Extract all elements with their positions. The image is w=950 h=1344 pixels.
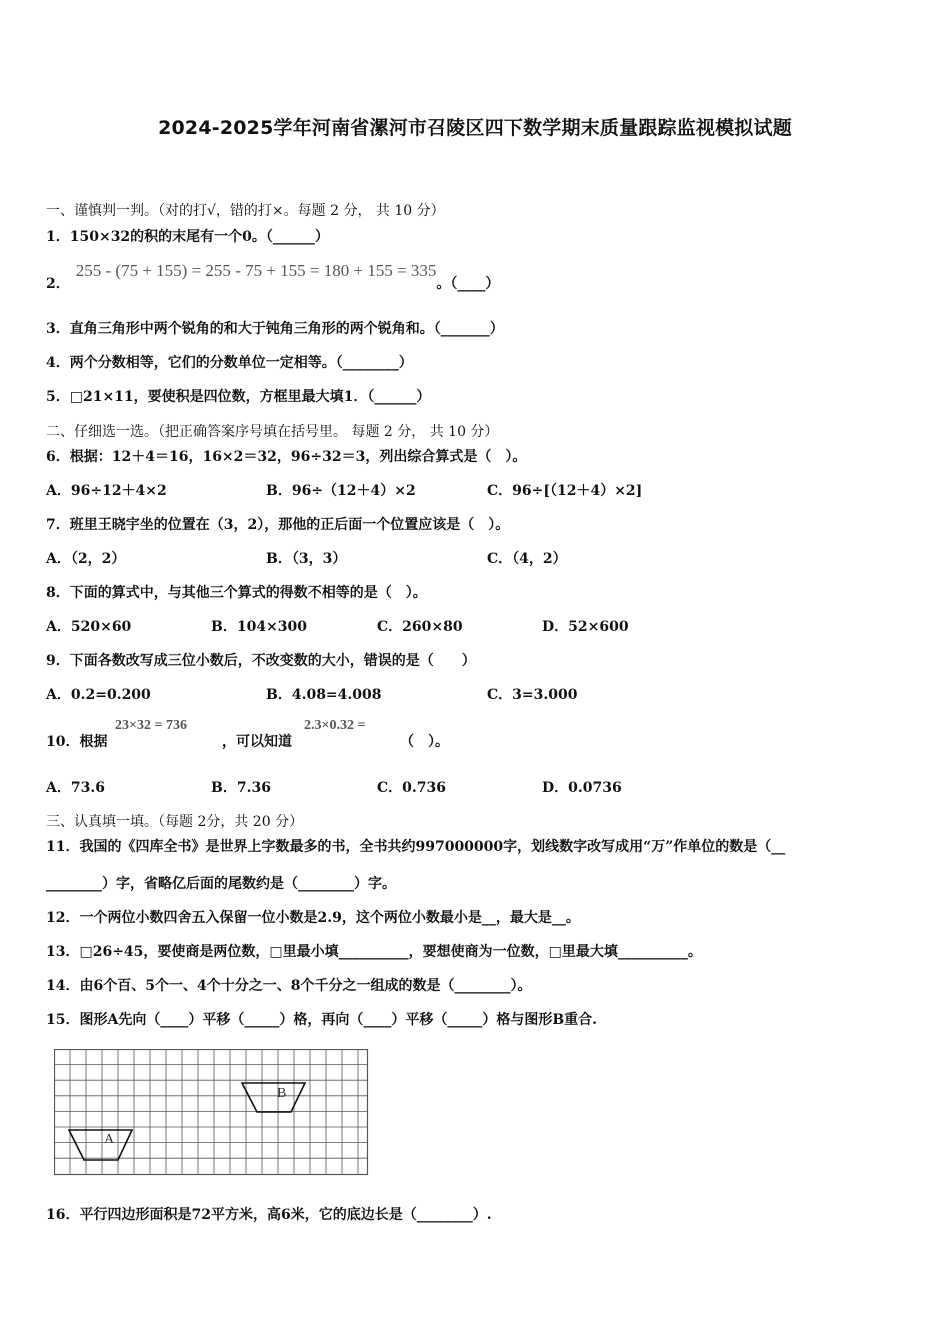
question-10-middle: ，可以知道 xyxy=(222,734,292,750)
question-9-option-c: C．3=3.000 xyxy=(487,687,578,703)
question-4: 4．两个分数相等，它们的分数单位一定相等。（________） xyxy=(46,355,413,371)
shape-b xyxy=(242,1083,305,1112)
question-3: 3．直角三角形中两个锐角的和大于钝角三角形的两个锐角和。（_______） xyxy=(46,321,504,337)
question-8-option-d: D．52×600 xyxy=(542,619,629,635)
shape-a xyxy=(69,1130,132,1160)
question-6: 6．根据：12＋4＝16，16×2＝32，96÷32＝3，列出综合算式是（ ）。 xyxy=(46,449,527,465)
question-8-option-a: A．520×60 xyxy=(46,619,132,635)
question-9: 9．下面各数改写成三位小数后，不改变数的大小，错误的是（ ） xyxy=(46,653,476,669)
translation-grid xyxy=(54,1049,370,1177)
question-10-formula-2: 2.3×0.32 = xyxy=(304,718,366,733)
question-8: 8．下面的算式中，与其他三个算式的得数不相等的是（ ）。 xyxy=(46,585,427,601)
question-10-suffix: （ ）。 xyxy=(400,734,449,750)
question-12: 12．一个两位小数四舍五入保留一位小数是2.9，这个两位小数最小是__，最大是__。 xyxy=(46,910,580,926)
question-7-option-a: A．（2，2） xyxy=(46,551,126,567)
question-6-option-c: C．96÷[（12＋4）×2] xyxy=(487,483,643,499)
section3-heading: 三、认真填一填。（每题 2分，共 20 分） xyxy=(46,814,304,830)
question-16: 16．平行四边形面积是72平方米，高6米，它的底边长是（________）. xyxy=(46,1207,492,1223)
question-5: 5．□21×11，要使积是四位数，方框里最大填1．（______） xyxy=(46,389,431,405)
question-10-prefix: 10．根据 xyxy=(46,734,108,750)
question-11-line-1: 11．我国的《四库全书》是世界上字数最多的书，全书共约997000000字，划线数字改写成用“万”作单位的数是（__ xyxy=(46,839,786,855)
question-8-option-c: C．260×80 xyxy=(377,619,463,635)
question-2-formula: 255 - (75 + 155) = 255 - 75 + 155 = 180 + 155 = 335 xyxy=(75,261,437,280)
question-10-option-c: C．0.736 xyxy=(377,780,446,796)
question-10-option-b: B．7.36 xyxy=(211,780,271,796)
question-7-option-b: B．（3，3） xyxy=(266,551,347,567)
question-13: 13．□26÷45，要使商是两位数，□里最小填__________，要想使商为一位数，□里最大填__________。 xyxy=(46,944,702,960)
question-7: 7．班里王晓宇坐的位置在（3，2），那他的正后面一个位置应该是（ ）。 xyxy=(46,517,510,533)
question-2 xyxy=(46,261,500,292)
question-14: 14．由6个百、5个一、4个十分之一、8个千分之一组成的数是（________）。 xyxy=(46,978,532,994)
question-2-tail: 。（____） xyxy=(436,276,500,292)
question-1: 1．150×32的积的末尾有一个0。（______） xyxy=(46,229,329,245)
shape-b-label: B xyxy=(277,1086,287,1101)
question-7-option-c: C．（4，2） xyxy=(487,551,567,567)
question-15: 15．图形A先向（____）平移（_____）格，再向（____）平移（_____）格与图形B重合. xyxy=(46,1012,598,1028)
question-2-number: 2． xyxy=(46,276,70,292)
question-10-option-d: D．0.0736 xyxy=(542,780,622,796)
question-9-option-b: B．4.08=4.008 xyxy=(266,687,382,703)
question-8-option-b: B．104×300 xyxy=(211,619,308,635)
question-11-line-2: ________）字，省略亿后面的尾数约是（________）字。 xyxy=(46,876,396,892)
question-6-option-b: B．96÷（12＋4）×2 xyxy=(266,483,416,499)
question-10-formula-1: 23×32 = 736 xyxy=(115,718,187,733)
question-6-option-a: A．96÷12＋4×2 xyxy=(46,483,167,499)
shape-a-label: A xyxy=(104,1132,115,1147)
question-9-option-a: A．0.2=0.200 xyxy=(46,687,151,703)
grid-lines xyxy=(54,1049,368,1175)
question-10-option-a: A．73.6 xyxy=(46,780,105,796)
section1-heading: 一、谨慎判一判。（对的打√，错的打×。每题 2 分， 共 10 分） xyxy=(46,203,445,219)
page-title: 2024-2025学年河南省漯河市召陵区四下数学期末质量跟踪监视模拟试题 xyxy=(158,117,792,139)
section2-heading: 二、仔细选一选。（把正确答案序号填在括号里。 每题 2 分， 共 10 分） xyxy=(46,424,499,440)
